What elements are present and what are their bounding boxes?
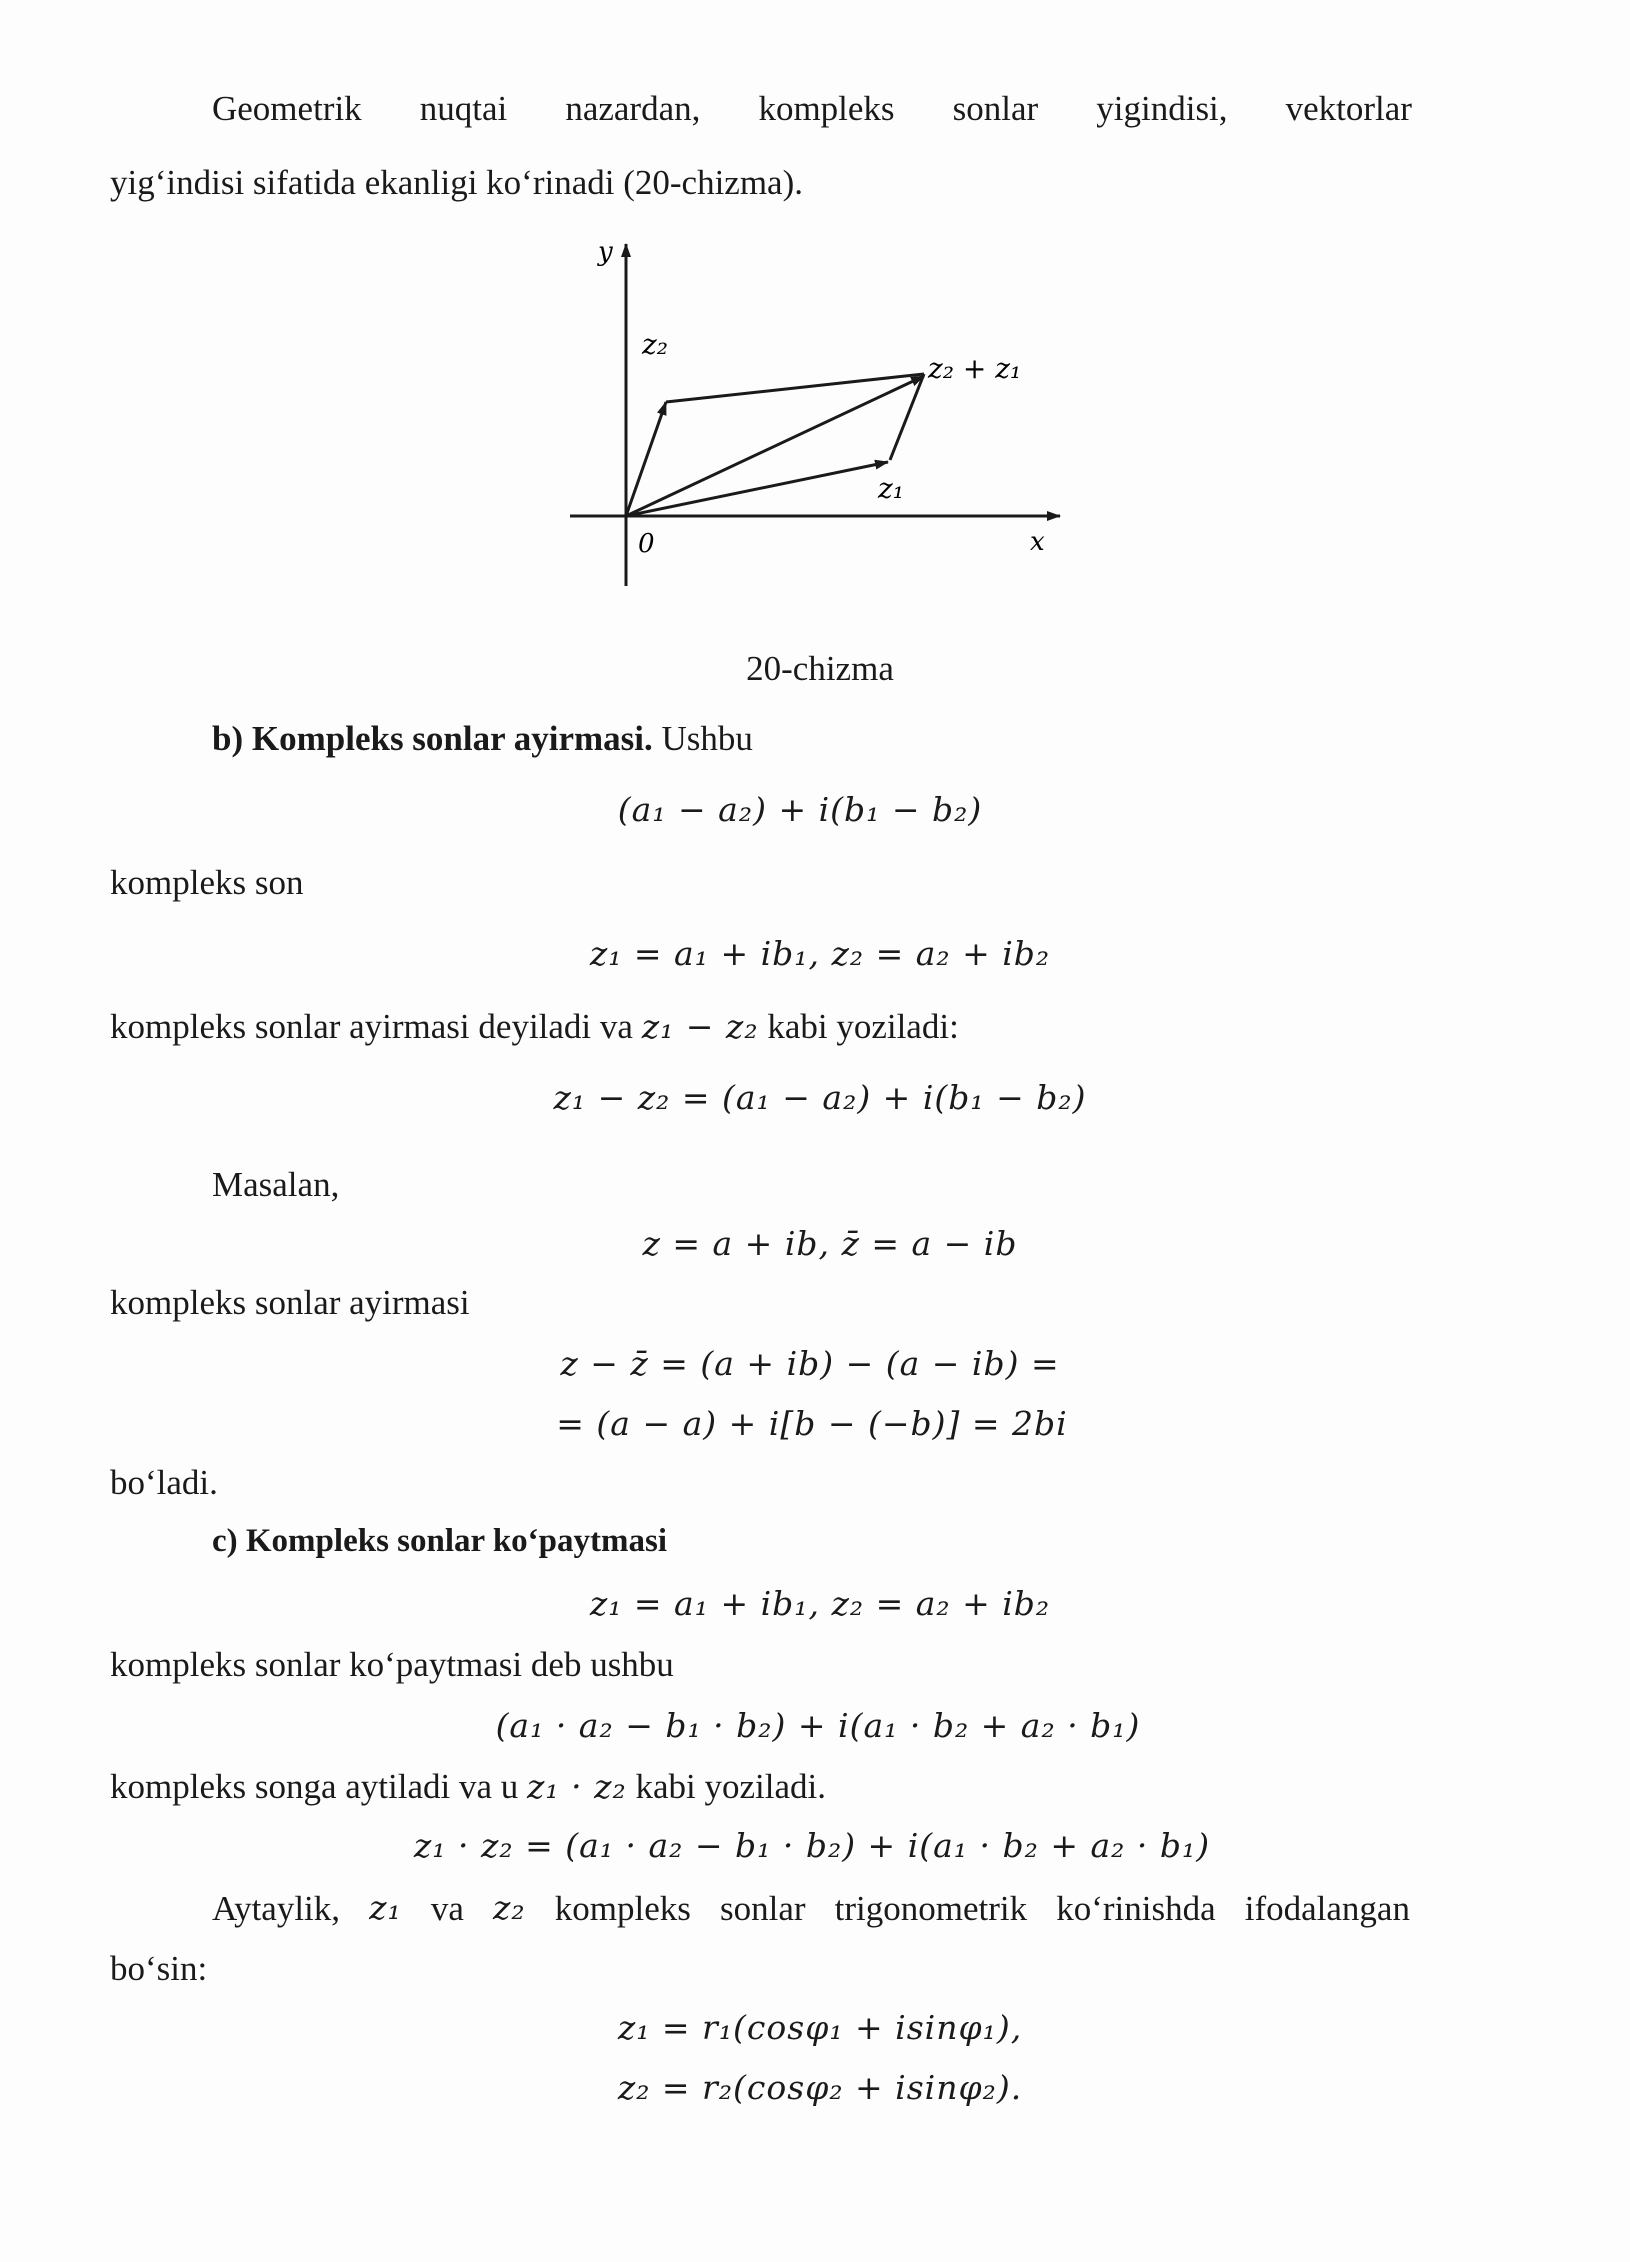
origin-label: 0 bbox=[638, 529, 655, 559]
paragraph-line bbox=[212, 1888, 1410, 1930]
paragraph-text bbox=[110, 1766, 826, 1808]
inline-math: z₁ · z₂ bbox=[527, 1767, 627, 1806]
text-part: kompleks songa aytiladi va u bbox=[110, 1767, 528, 1806]
word: trigonometrik bbox=[834, 1889, 1028, 1928]
word: nazardan, bbox=[565, 89, 701, 128]
paragraph-line-1 bbox=[212, 88, 1412, 130]
word: ifodalangan bbox=[1244, 1889, 1410, 1928]
z1-vector bbox=[626, 462, 888, 516]
section-b-heading: b) Kompleks sonlar ayirmasi. bbox=[212, 719, 653, 758]
vector-sum-figure bbox=[560, 236, 1045, 596]
word: kompleks bbox=[554, 1889, 691, 1928]
parallelogram-top bbox=[666, 374, 924, 402]
word: kompleks bbox=[758, 89, 895, 128]
paragraph-line-2: yig‘indisi sifatida ekanligi ko‘rinadi (20-chizma). bbox=[110, 163, 803, 202]
paragraph-text bbox=[110, 1006, 959, 1048]
text-part: kabi yoziladi: bbox=[758, 1007, 959, 1046]
inline-math: z₁ bbox=[369, 1888, 402, 1927]
paragraph-text: bo‘sin: bbox=[110, 1949, 208, 1988]
word: vektorlar bbox=[1285, 89, 1412, 128]
parallelogram-right bbox=[890, 374, 924, 460]
text-part: kompleks sonlar ayirmasi deyiladi va bbox=[110, 1007, 642, 1046]
formula: z₁ = r₁(cosφ₁ + isinφ₁), bbox=[617, 2008, 1023, 2047]
z2-label: z₂ bbox=[642, 328, 668, 361]
word: ko‘rinishda bbox=[1056, 1889, 1216, 1928]
inline-math: z₁ − z₂ bbox=[641, 1007, 759, 1046]
word: va bbox=[430, 1889, 464, 1928]
paragraph-text: kompleks sonlar ko‘paytmasi deb ushbu bbox=[110, 1645, 674, 1684]
inline-math: z₂ bbox=[493, 1888, 526, 1927]
word: Aytaylik, bbox=[212, 1889, 341, 1928]
word: yigindisi, bbox=[1096, 89, 1228, 128]
section-b-heading-line bbox=[212, 718, 753, 760]
x-axis-label: x bbox=[1030, 527, 1045, 557]
z1-label: z₁ bbox=[878, 472, 904, 505]
word: Geometrik bbox=[212, 89, 362, 128]
section-c-heading: c) Kompleks sonlar ko‘paytmasi bbox=[212, 1523, 668, 1559]
paragraph-text: bo‘ladi. bbox=[110, 1463, 218, 1502]
figure-caption: 20-chizma bbox=[746, 649, 894, 688]
formula: z₂ = r₂(cosφ₂ + isinφ₂). bbox=[617, 2068, 1023, 2107]
paragraph-text: Masalan, bbox=[212, 1165, 340, 1204]
y-axis-label: y bbox=[598, 237, 613, 267]
formula: = (a − a) + i[b − (−b)] = 2bi bbox=[556, 1404, 1068, 1443]
formula: z₁ = a₁ + ib₁, z₂ = a₂ + ib₂ bbox=[589, 934, 1051, 973]
formula: z = a + ib, z̄ = a − ib bbox=[642, 1224, 1018, 1263]
word: sonlar bbox=[719, 1889, 806, 1928]
paragraph-text: kompleks son bbox=[110, 863, 304, 902]
section-b-heading-tail: Ushbu bbox=[652, 719, 753, 758]
paragraph-text: kompleks sonlar ayirmasi bbox=[110, 1283, 470, 1322]
formula: z₁ − z₂ = (a₁ − a₂) + i(b₁ − b₂) bbox=[553, 1078, 1087, 1117]
word: nuqtai bbox=[419, 89, 508, 128]
formula: (a₁ · a₂ − b₁ · b₂) + i(a₁ · b₂ + a₂ · b₁) bbox=[495, 1706, 1141, 1745]
text-part: kabi yoziladi. bbox=[626, 1767, 826, 1806]
word: sonlar bbox=[952, 89, 1039, 128]
sum-label: z₂ + z₁ bbox=[928, 352, 1022, 385]
formula: z₁ = a₁ + ib₁, z₂ = a₂ + ib₂ bbox=[589, 1584, 1051, 1623]
formula: (a₁ − a₂) + i(b₁ − b₂) bbox=[617, 790, 983, 829]
formula: z₁ · z₂ = (a₁ · a₂ − b₁ · b₂) + i(a₁ · b₂ + a₂ · b₁) bbox=[413, 1826, 1211, 1865]
formula: z − z̄ = (a + ib) − (a − ib) = bbox=[560, 1344, 1060, 1383]
